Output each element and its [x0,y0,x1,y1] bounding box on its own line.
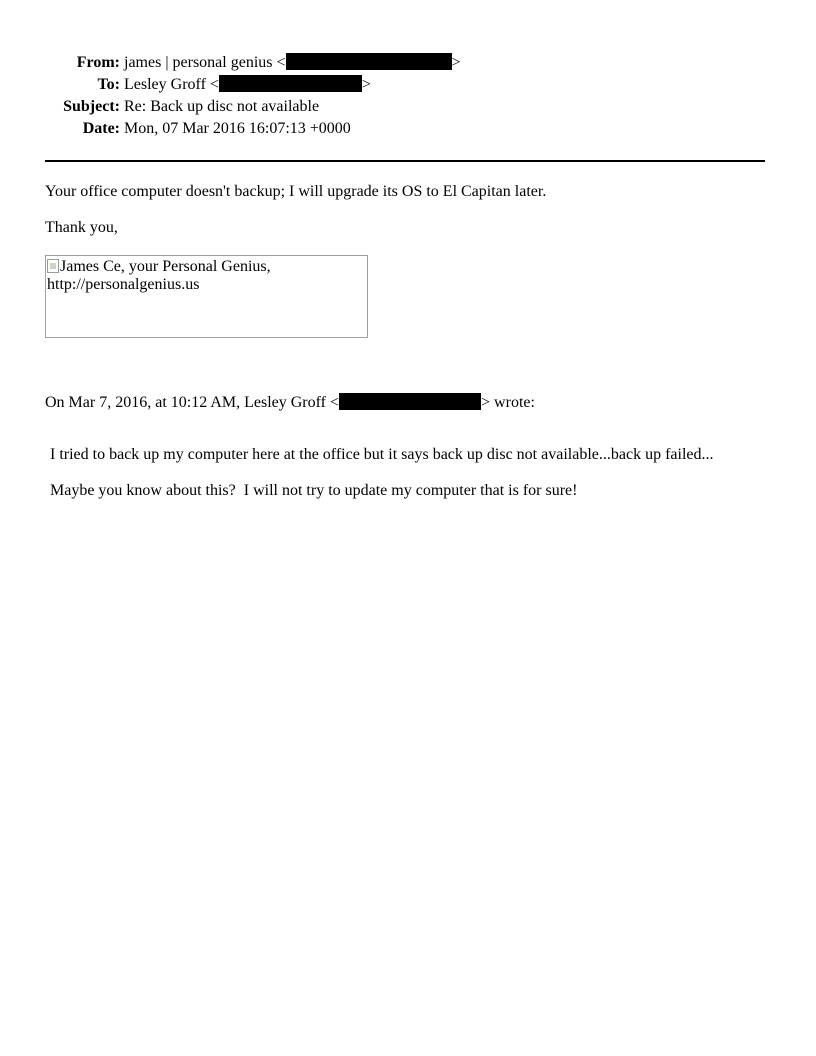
from-row [45,52,461,74]
from-value [124,52,461,74]
header-divider [45,160,765,162]
email-header [45,52,461,140]
quoted-line: Maybe you know about this? I will not try to update my computer that is for sure! [50,482,578,499]
date-value: Mon, 07 Mar 2016 16:07:13 +0000 [124,120,351,137]
broken-image-icon [47,259,59,273]
attribution-prefix: On Mar 7, 2016, at 10:12 AM, Lesley Groff < [45,394,340,411]
attribution-suffix: > wrote: [481,394,535,411]
from-label: From: [76,54,120,71]
to-label: To: [97,76,120,93]
quoted-line: I tried to back up my computer here at the office but it says back up disc not available...back up failed... [50,446,714,463]
signature-alt-line1: James Ce, your Personal Genius, [60,258,271,275]
subject-row [45,96,461,118]
redacted-email [339,393,481,410]
signature-image [45,255,368,338]
to-close: > [361,76,371,93]
signature-alt-line2: http://personalgenius.us [47,276,200,293]
date-row [45,118,461,140]
from-name: james | personal genius < [124,54,286,71]
from-close: > [451,54,461,71]
redacted-email [286,53,452,70]
quote-attribution [45,393,535,413]
subject-label: Subject: [63,98,120,115]
redacted-email [219,75,362,92]
subject-value: Re: Back up disc not available [124,98,320,115]
to-row [45,74,461,96]
body-line: Your office computer doesn't backup; I will upgrade its OS to El Capitan later. [45,183,547,200]
to-value [124,74,461,96]
closing: Thank you, [45,219,118,236]
to-name: Lesley Groff < [124,76,219,93]
date-label: Date: [82,120,120,137]
